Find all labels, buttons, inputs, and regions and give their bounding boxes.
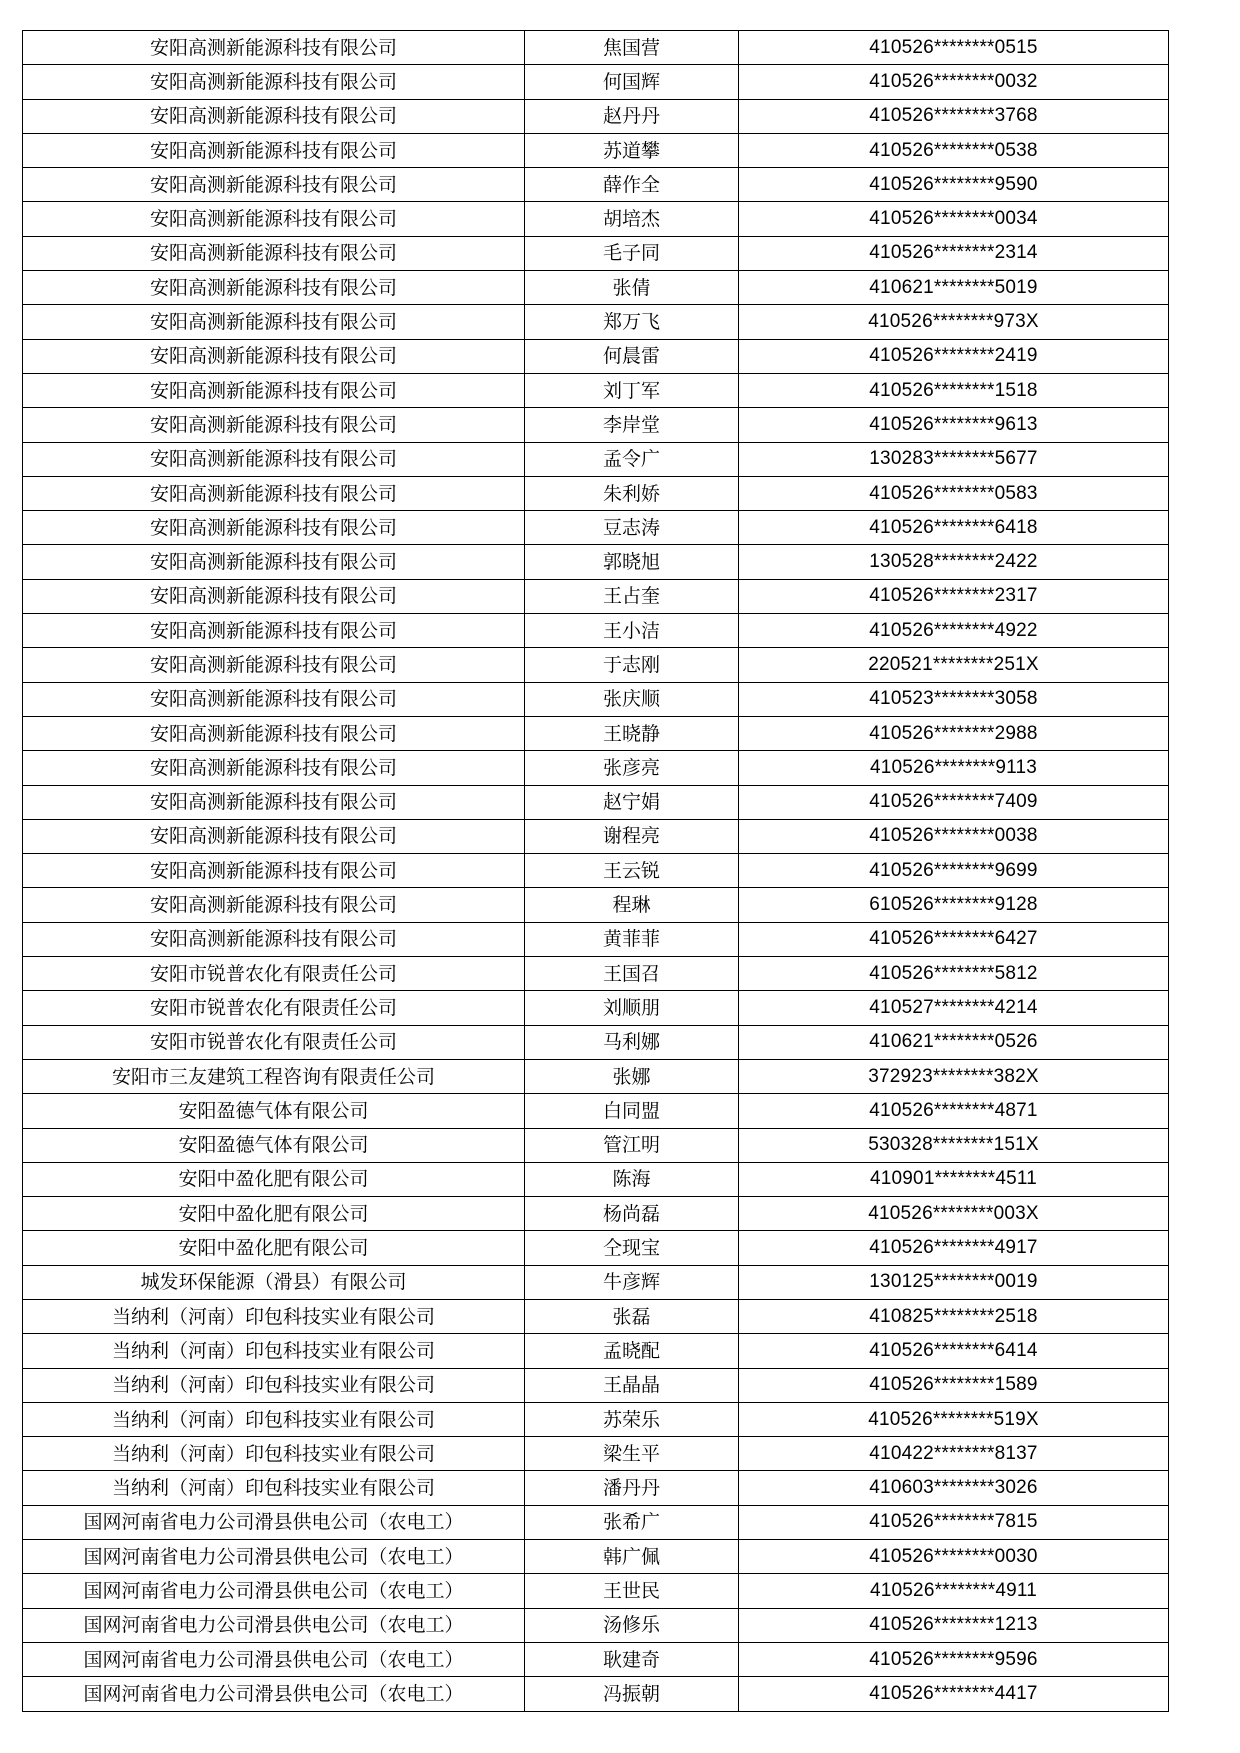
- table-row: [23, 133, 1169, 167]
- id-number-cell: 530328********151X: [739, 1128, 1169, 1162]
- company-cell: 国网河南省电力公司滑县供电公司（农电工）: [23, 1574, 525, 1608]
- id-number-cell: 410527********4214: [739, 991, 1169, 1025]
- company-cell: 安阳高测新能源科技有限公司: [23, 819, 525, 853]
- table-row: [23, 65, 1169, 99]
- id-number-cell: 410526********4871: [739, 1094, 1169, 1128]
- id-number-cell: 410422********8137: [739, 1437, 1169, 1471]
- id-number-cell: 410526********9113: [739, 751, 1169, 785]
- name-cell: 牛彦辉: [525, 1265, 739, 1299]
- id-number-cell: 410526********973X: [739, 305, 1169, 339]
- id-number-cell: 130125********0019: [739, 1265, 1169, 1299]
- company-cell: 国网河南省电力公司滑县供电公司（农电工）: [23, 1677, 525, 1711]
- table-row: [23, 682, 1169, 716]
- table-row: [23, 373, 1169, 407]
- table-row: [23, 1608, 1169, 1642]
- company-cell: 安阳高测新能源科技有限公司: [23, 305, 525, 339]
- id-number-cell: 410526********7815: [739, 1505, 1169, 1539]
- id-number-cell: 410526********0515: [739, 31, 1169, 65]
- table-row: [23, 1505, 1169, 1539]
- company-cell: 安阳盈德气体有限公司: [23, 1094, 525, 1128]
- id-number-cell: 372923********382X: [739, 1059, 1169, 1093]
- table-row: [23, 408, 1169, 442]
- table-row: [23, 1471, 1169, 1505]
- table-row: [23, 579, 1169, 613]
- id-number-cell: 410523********3058: [739, 682, 1169, 716]
- id-number-cell: 130528********2422: [739, 545, 1169, 579]
- table-row: [23, 168, 1169, 202]
- id-number-cell: 410526********1518: [739, 373, 1169, 407]
- id-number-cell: 410526********4911: [739, 1574, 1169, 1608]
- id-number-cell: 410526********4917: [739, 1231, 1169, 1265]
- name-cell: 张磊: [525, 1299, 739, 1333]
- id-number-cell: 410526********9596: [739, 1642, 1169, 1676]
- id-number-cell: 410526********9613: [739, 408, 1169, 442]
- company-cell: 国网河南省电力公司滑县供电公司（农电工）: [23, 1608, 525, 1642]
- name-cell: 孟令广: [525, 442, 739, 476]
- id-number-cell: 410901********4511: [739, 1162, 1169, 1196]
- table-row: [23, 476, 1169, 510]
- table-row: [23, 1574, 1169, 1608]
- table-row: [23, 1540, 1169, 1574]
- table-row: [23, 1128, 1169, 1162]
- table-row: [23, 716, 1169, 750]
- company-cell: 安阳高测新能源科技有限公司: [23, 579, 525, 613]
- id-number-cell: 610526********9128: [739, 888, 1169, 922]
- id-number-cell: 410526********2314: [739, 236, 1169, 270]
- name-cell: 焦国营: [525, 31, 739, 65]
- name-cell: 谢程亮: [525, 819, 739, 853]
- table-row: [23, 1677, 1169, 1711]
- name-cell: 李岸堂: [525, 408, 739, 442]
- company-cell: 安阳高测新能源科技有限公司: [23, 888, 525, 922]
- id-number-cell: 410526********2988: [739, 716, 1169, 750]
- name-cell: 豆志涛: [525, 511, 739, 545]
- name-cell: 耿建奇: [525, 1642, 739, 1676]
- id-number-cell: 410526********0538: [739, 133, 1169, 167]
- name-cell: 于志刚: [525, 648, 739, 682]
- company-cell: 安阳高测新能源科技有限公司: [23, 682, 525, 716]
- name-cell: 张倩: [525, 271, 739, 305]
- id-number-cell: 410526********0034: [739, 202, 1169, 236]
- id-number-cell: 410526********1589: [739, 1368, 1169, 1402]
- company-cell: 当纳利（河南）印包科技实业有限公司: [23, 1299, 525, 1333]
- name-cell: 韩广佩: [525, 1540, 739, 1574]
- company-cell: 安阳高测新能源科技有限公司: [23, 545, 525, 579]
- id-number-cell: 410526********9590: [739, 168, 1169, 202]
- table-row: [23, 1642, 1169, 1676]
- company-cell: 安阳高测新能源科技有限公司: [23, 373, 525, 407]
- table-row: [23, 236, 1169, 270]
- company-cell: 当纳利（河南）印包科技实业有限公司: [23, 1334, 525, 1368]
- table-row: [23, 1094, 1169, 1128]
- company-cell: 安阳中盈化肥有限公司: [23, 1231, 525, 1265]
- id-number-cell: 410526********9699: [739, 854, 1169, 888]
- name-cell: 程琳: [525, 888, 739, 922]
- name-cell: 苏道攀: [525, 133, 739, 167]
- name-cell: 郑万飞: [525, 305, 739, 339]
- name-cell: 杨尚磊: [525, 1197, 739, 1231]
- name-cell: 胡培杰: [525, 202, 739, 236]
- name-cell: 陈海: [525, 1162, 739, 1196]
- company-cell: 城发环保能源（滑县）有限公司: [23, 1265, 525, 1299]
- name-cell: 张彦亮: [525, 751, 739, 785]
- company-cell: 安阳高测新能源科技有限公司: [23, 854, 525, 888]
- company-cell: 安阳市锐普农化有限责任公司: [23, 991, 525, 1025]
- name-cell: 王晶晶: [525, 1368, 739, 1402]
- company-cell: 安阳高测新能源科技有限公司: [23, 31, 525, 65]
- name-cell: 王小洁: [525, 614, 739, 648]
- id-number-cell: 410621********0526: [739, 1025, 1169, 1059]
- company-cell: 安阳高测新能源科技有限公司: [23, 271, 525, 305]
- table-row: [23, 922, 1169, 956]
- table-row: [23, 305, 1169, 339]
- company-cell: 国网河南省电力公司滑县供电公司（农电工）: [23, 1642, 525, 1676]
- name-cell: 张庆顺: [525, 682, 739, 716]
- id-number-cell: 410526********4417: [739, 1677, 1169, 1711]
- company-cell: 安阳高测新能源科技有限公司: [23, 168, 525, 202]
- company-cell: 安阳高测新能源科技有限公司: [23, 922, 525, 956]
- id-number-cell: 410526********3768: [739, 99, 1169, 133]
- id-number-cell: 410526********6427: [739, 922, 1169, 956]
- company-cell: 安阳高测新能源科技有限公司: [23, 476, 525, 510]
- table-row: [23, 991, 1169, 1025]
- table-row: [23, 1025, 1169, 1059]
- table-row: [23, 1437, 1169, 1471]
- name-cell: 潘丹丹: [525, 1471, 739, 1505]
- roster-sheet: [22, 30, 1168, 1712]
- name-cell: 刘顺朋: [525, 991, 739, 1025]
- company-cell: 安阳高测新能源科技有限公司: [23, 339, 525, 373]
- id-number-cell: 410526********0583: [739, 476, 1169, 510]
- company-cell: 安阳市锐普农化有限责任公司: [23, 1025, 525, 1059]
- company-cell: 安阳高测新能源科技有限公司: [23, 648, 525, 682]
- company-cell: 安阳高测新能源科技有限公司: [23, 65, 525, 99]
- name-cell: 管江明: [525, 1128, 739, 1162]
- table-row: [23, 545, 1169, 579]
- table-row: [23, 1059, 1169, 1093]
- company-cell: 当纳利（河南）印包科技实业有限公司: [23, 1368, 525, 1402]
- table-row: [23, 442, 1169, 476]
- company-cell: 国网河南省电力公司滑县供电公司（农电工）: [23, 1505, 525, 1539]
- company-cell: 国网河南省电力公司滑县供电公司（农电工）: [23, 1540, 525, 1574]
- company-cell: 安阳中盈化肥有限公司: [23, 1162, 525, 1196]
- id-number-cell: 410603********3026: [739, 1471, 1169, 1505]
- table-row: [23, 99, 1169, 133]
- name-cell: 王晓静: [525, 716, 739, 750]
- name-cell: 冯振朝: [525, 1677, 739, 1711]
- company-cell: 当纳利（河南）印包科技实业有限公司: [23, 1437, 525, 1471]
- id-number-cell: 410526********519X: [739, 1402, 1169, 1436]
- table-row: [23, 648, 1169, 682]
- company-cell: 安阳高测新能源科技有限公司: [23, 511, 525, 545]
- table-row: [23, 957, 1169, 991]
- table-row: [23, 751, 1169, 785]
- company-cell: 安阳市三友建筑工程咨询有限责任公司: [23, 1059, 525, 1093]
- table-row: [23, 1368, 1169, 1402]
- company-cell: 安阳盈德气体有限公司: [23, 1128, 525, 1162]
- company-cell: 安阳高测新能源科技有限公司: [23, 236, 525, 270]
- id-number-cell: 410526********2419: [739, 339, 1169, 373]
- company-cell: 安阳高测新能源科技有限公司: [23, 442, 525, 476]
- roster-table: [22, 30, 1169, 1712]
- table-row: [23, 511, 1169, 545]
- company-cell: 安阳高测新能源科技有限公司: [23, 716, 525, 750]
- company-cell: 安阳高测新能源科技有限公司: [23, 133, 525, 167]
- name-cell: 仝现宝: [525, 1231, 739, 1265]
- name-cell: 薛作全: [525, 168, 739, 202]
- table-row: [23, 202, 1169, 236]
- id-number-cell: 410526********1213: [739, 1608, 1169, 1642]
- id-number-cell: 130283********5677: [739, 442, 1169, 476]
- id-number-cell: 410526********0030: [739, 1540, 1169, 1574]
- name-cell: 朱利娇: [525, 476, 739, 510]
- id-number-cell: 410526********5812: [739, 957, 1169, 991]
- table-row: [23, 785, 1169, 819]
- id-number-cell: 410526********7409: [739, 785, 1169, 819]
- name-cell: 刘丁军: [525, 373, 739, 407]
- table-row: [23, 1162, 1169, 1196]
- company-cell: 当纳利（河南）印包科技实业有限公司: [23, 1402, 525, 1436]
- table-row: [23, 614, 1169, 648]
- company-cell: 安阳高测新能源科技有限公司: [23, 785, 525, 819]
- name-cell: 王占奎: [525, 579, 739, 613]
- name-cell: 赵丹丹: [525, 99, 739, 133]
- table-row: [23, 31, 1169, 65]
- id-number-cell: 410825********2518: [739, 1299, 1169, 1333]
- company-cell: 当纳利（河南）印包科技实业有限公司: [23, 1471, 525, 1505]
- id-number-cell: 220521********251X: [739, 648, 1169, 682]
- table-row: [23, 339, 1169, 373]
- name-cell: 张希广: [525, 1505, 739, 1539]
- company-cell: 安阳高测新能源科技有限公司: [23, 614, 525, 648]
- name-cell: 孟晓配: [525, 1334, 739, 1368]
- name-cell: 王世民: [525, 1574, 739, 1608]
- name-cell: 王云锐: [525, 854, 739, 888]
- name-cell: 何晨雷: [525, 339, 739, 373]
- company-cell: 安阳高测新能源科技有限公司: [23, 99, 525, 133]
- company-cell: 安阳高测新能源科技有限公司: [23, 202, 525, 236]
- table-row: [23, 854, 1169, 888]
- name-cell: 汤修乐: [525, 1608, 739, 1642]
- company-cell: 安阳高测新能源科技有限公司: [23, 408, 525, 442]
- name-cell: 毛子同: [525, 236, 739, 270]
- id-number-cell: 410526********003X: [739, 1197, 1169, 1231]
- table-row: [23, 1197, 1169, 1231]
- table-row: [23, 1334, 1169, 1368]
- name-cell: 王国召: [525, 957, 739, 991]
- table-row: [23, 1231, 1169, 1265]
- roster-table-body: [23, 31, 1169, 1712]
- name-cell: 白同盟: [525, 1094, 739, 1128]
- table-row: [23, 888, 1169, 922]
- company-cell: 安阳中盈化肥有限公司: [23, 1197, 525, 1231]
- table-row: [23, 271, 1169, 305]
- name-cell: 赵宁娟: [525, 785, 739, 819]
- name-cell: 张娜: [525, 1059, 739, 1093]
- table-row: [23, 1402, 1169, 1436]
- id-number-cell: 410526********0038: [739, 819, 1169, 853]
- name-cell: 梁生平: [525, 1437, 739, 1471]
- id-number-cell: 410526********4922: [739, 614, 1169, 648]
- name-cell: 黄菲菲: [525, 922, 739, 956]
- name-cell: 何国辉: [525, 65, 739, 99]
- table-row: [23, 1299, 1169, 1333]
- name-cell: 马利娜: [525, 1025, 739, 1059]
- id-number-cell: 410621********5019: [739, 271, 1169, 305]
- company-cell: 安阳高测新能源科技有限公司: [23, 751, 525, 785]
- name-cell: 苏荣乐: [525, 1402, 739, 1436]
- company-cell: 安阳市锐普农化有限责任公司: [23, 957, 525, 991]
- table-row: [23, 1265, 1169, 1299]
- table-row: [23, 819, 1169, 853]
- name-cell: 郭晓旭: [525, 545, 739, 579]
- id-number-cell: 410526********0032: [739, 65, 1169, 99]
- id-number-cell: 410526********6414: [739, 1334, 1169, 1368]
- id-number-cell: 410526********6418: [739, 511, 1169, 545]
- id-number-cell: 410526********2317: [739, 579, 1169, 613]
